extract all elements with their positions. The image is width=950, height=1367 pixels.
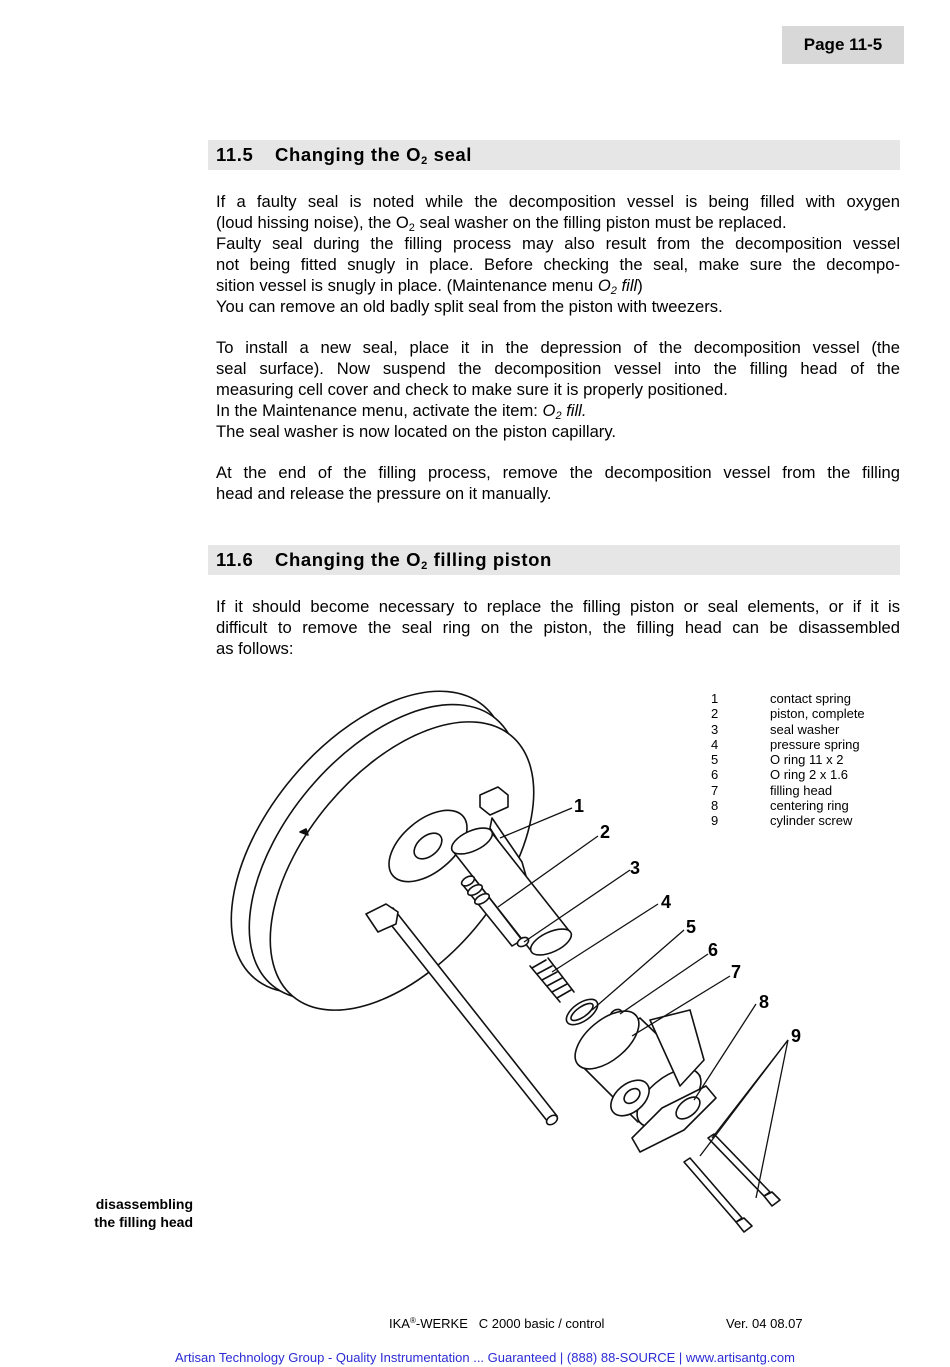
callout-number: 3: [630, 858, 641, 878]
legend-number: 1: [711, 691, 719, 706]
legend-item: [711, 813, 865, 828]
legend-number: 3: [711, 721, 719, 737]
legend-number: 5: [711, 752, 719, 768]
section-title: Changing the $O_2$ seal: [275, 144, 472, 167]
text-line: measuring cell cover and check to make sure it is properly positioned.: [216, 380, 728, 399]
text-line: Faulty seal during the filling process may also result from the decomposition vessel: [216, 234, 900, 253]
legend-label: filling head: [770, 782, 833, 798]
text-line: head and release the pressure on it manually.: [216, 484, 552, 503]
legend-item: [711, 691, 865, 706]
legend-number: 6: [711, 767, 719, 783]
callout-number: 8: [759, 992, 770, 1012]
margin-note-line: the filling head: [94, 1213, 193, 1230]
text-line: difficult to remove the seal ring on the piston, the filling head can be disassembled: [216, 618, 900, 637]
footer-product: IKA®-WERKE C 2000 basic / control: [389, 1316, 605, 1331]
text-line: sition vessel is snugly in place. (Maintenance menu $O_2$ fill): [216, 276, 643, 297]
legend-label: centering ring: [770, 798, 849, 814]
legend-item: [711, 767, 865, 782]
pressure-spring: [530, 958, 574, 1002]
callout-number: 1: [574, 796, 585, 816]
margin-note: [40, 1196, 193, 1231]
legend-number: 2: [711, 706, 719, 722]
legend-item: [711, 722, 865, 737]
artisan-footer-link[interactable]: Artisan Technology Group - Quality Instrumentation ... Guaranteed | (888) 88-SOURCE | www.artisantg.com: [175, 1350, 795, 1365]
callout-number: 2: [600, 822, 611, 842]
legend-item: [711, 706, 865, 721]
text-line: You can remove an old badly split seal from the piston with tweezers.: [216, 297, 723, 316]
section-title: Changing the $O_2$ filling piston: [275, 549, 552, 572]
margin-note-line: disassembling: [95, 1196, 193, 1212]
callout-number: 7: [731, 962, 742, 982]
legend-label: O ring 11 x 2: [770, 752, 844, 768]
callout-number: 6: [708, 940, 719, 960]
cover-plate: [178, 641, 585, 1058]
callout-layer: [574, 796, 801, 1046]
text-line: If a faulty seal is noted while the decomposition vessel is being filled with oxygen: [216, 192, 900, 211]
legend-number: 4: [711, 736, 719, 752]
legend-item: [711, 783, 865, 798]
text-line: To install a new seal, place it in the depression of the decomposition vessel (the: [216, 338, 900, 357]
legend-label: O ring 2 x 1.6: [770, 767, 849, 783]
legend-label: contact spring: [770, 691, 851, 706]
footer-version: Ver. 04 08.07: [726, 1316, 803, 1331]
text-line: as follows:: [216, 639, 294, 658]
legend-label: piston, complete: [770, 706, 865, 722]
legend-label: cylinder screw: [770, 813, 853, 829]
text-line: If it should become necessary to replace the filling piston or seal elements, or if it is: [216, 597, 900, 616]
section-number: 11.5: [216, 144, 254, 165]
parts-legend: [711, 691, 865, 829]
callout-number: 4: [661, 892, 672, 912]
callout-number: 5: [686, 917, 697, 937]
legend-number: 8: [711, 798, 719, 814]
text-line: not being fitted snugly in place. Before checking the seal, make sure the decompo-: [216, 255, 900, 274]
callout-number: 9: [791, 1026, 802, 1046]
legend-number: 7: [711, 782, 719, 798]
legend-label: pressure spring: [770, 736, 860, 752]
legend-item: [711, 737, 865, 752]
text-line: In the Maintenance menu, activate the item: $O_2$ fill.: [216, 401, 587, 422]
text-line: The seal washer is now located on the piston capillary.: [216, 422, 616, 441]
text-line: seal surface). Now suspend the decomposition vessel into the filling head of the: [216, 359, 900, 378]
section-number: 11.6: [216, 549, 254, 570]
page-number-label: Page 11-5: [803, 35, 883, 54]
text-line: At the end of the filling process, remove the decomposition vessel from the filling: [216, 463, 900, 482]
text-line: (loud hissing noise), the $O_2$ seal washer on the filling piston must be replaced.: [216, 213, 787, 234]
legend-item: [711, 752, 865, 767]
legend-label: seal washer: [770, 721, 840, 737]
legend-item: [711, 798, 865, 813]
legend-number: 9: [711, 813, 719, 829]
